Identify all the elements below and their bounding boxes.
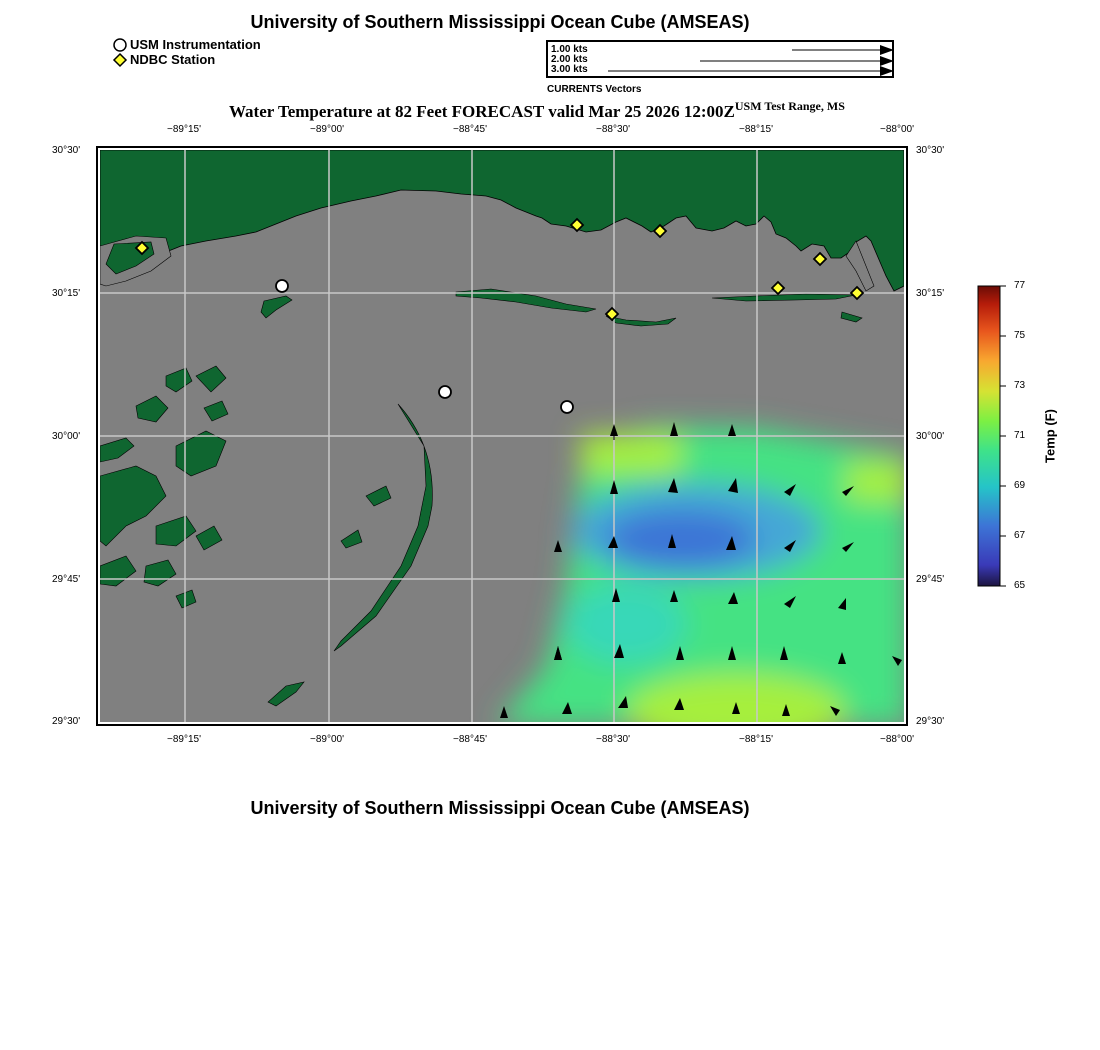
x-tick-bottom-5: −88°15': [739, 734, 773, 745]
x-tick-bottom-2: −89°00': [310, 734, 344, 745]
marker-legend: [112, 37, 312, 69]
x-tick-top-2: −89°00': [310, 124, 344, 135]
usm-station-marker[interactable]: [439, 386, 451, 398]
y-tick-left-2: 30°15': [52, 288, 81, 299]
y-tick-left-5: 29°30': [52, 716, 81, 727]
footer-title: University of Southern Mississippi Ocean Cube (AMSEAS): [250, 798, 750, 818]
colorbar-tick-65: 65: [1014, 580, 1026, 591]
vector-key-box: [546, 40, 894, 78]
vector-key-title: CURRENTS Vectors: [547, 84, 642, 95]
y-tick-left-4: 29°45': [52, 574, 81, 585]
ndbc-legend-label: NDBC Station: [130, 52, 216, 67]
colorbar: [976, 284, 1036, 588]
colorbar-tick-73: 73: [1014, 380, 1026, 391]
colorbar-gradient: [978, 286, 1000, 586]
forecast-description: Water Temperature at 82 Feet FORECAST valid Mar 25 2026 12:00Z: [229, 102, 735, 121]
x-tick-bottom-4: −88°30': [596, 734, 630, 745]
vector-key-label-1: 1.00 kts: [551, 44, 588, 55]
map-subtitle: [229, 99, 845, 122]
ndbc-diamond-icon: [114, 54, 126, 66]
x-tick-top-3: −88°45': [453, 124, 487, 135]
x-tick-bottom-3: −88°45': [453, 734, 487, 745]
colorbar-tick-77: 77: [1014, 280, 1026, 291]
vector-key-arrow-1: [880, 45, 894, 55]
colorbar-tick-69: 69: [1014, 480, 1026, 491]
marker-legend-icons: [112, 37, 128, 69]
x-tick-top-1: −89°15': [167, 124, 201, 135]
y-tick-right-5: 29°30': [916, 716, 945, 727]
x-tick-bottom-1: −89°15': [167, 734, 201, 745]
map-title: University of Southern Mississippi Ocean Cube (AMSEAS): [250, 12, 750, 32]
y-tick-right-3: 30°00': [916, 431, 945, 442]
y-tick-left-1: 30°30': [52, 145, 81, 156]
colorbar-label: Temp (F): [1042, 409, 1058, 463]
y-tick-right-1: 30°30': [916, 145, 945, 156]
vector-key-arrows: [548, 42, 894, 78]
x-tick-top-4: −88°30': [596, 124, 630, 135]
usm-station-marker[interactable]: [561, 401, 573, 413]
map-frame: [96, 146, 908, 726]
x-tick-top-6: −88°00': [880, 124, 914, 135]
y-tick-left-3: 30°00': [52, 431, 81, 442]
usm-legend-label: USM Instrumentation: [130, 37, 261, 52]
colorbar-tick-71: 71: [1014, 430, 1026, 441]
y-tick-right-2: 30°15': [916, 288, 945, 299]
vector-key-arrow-3: [880, 66, 894, 76]
x-tick-bottom-6: −88°00': [880, 734, 914, 745]
y-tick-right-4: 29°45': [916, 574, 945, 585]
usm-circle-icon: [114, 39, 126, 51]
vector-key-arrow-2: [880, 56, 894, 66]
vector-key-label-3: 3.00 kts: [551, 64, 588, 75]
colorbar-tick-75: 75: [1014, 330, 1026, 341]
region-label: USM Test Range, MS: [734, 99, 845, 113]
usm-station-marker[interactable]: [276, 280, 288, 292]
x-tick-top-5: −88°15': [739, 124, 773, 135]
colorbar-tick-67: 67: [1014, 530, 1026, 541]
vector-key-label-2: 2.00 kts: [551, 54, 588, 65]
